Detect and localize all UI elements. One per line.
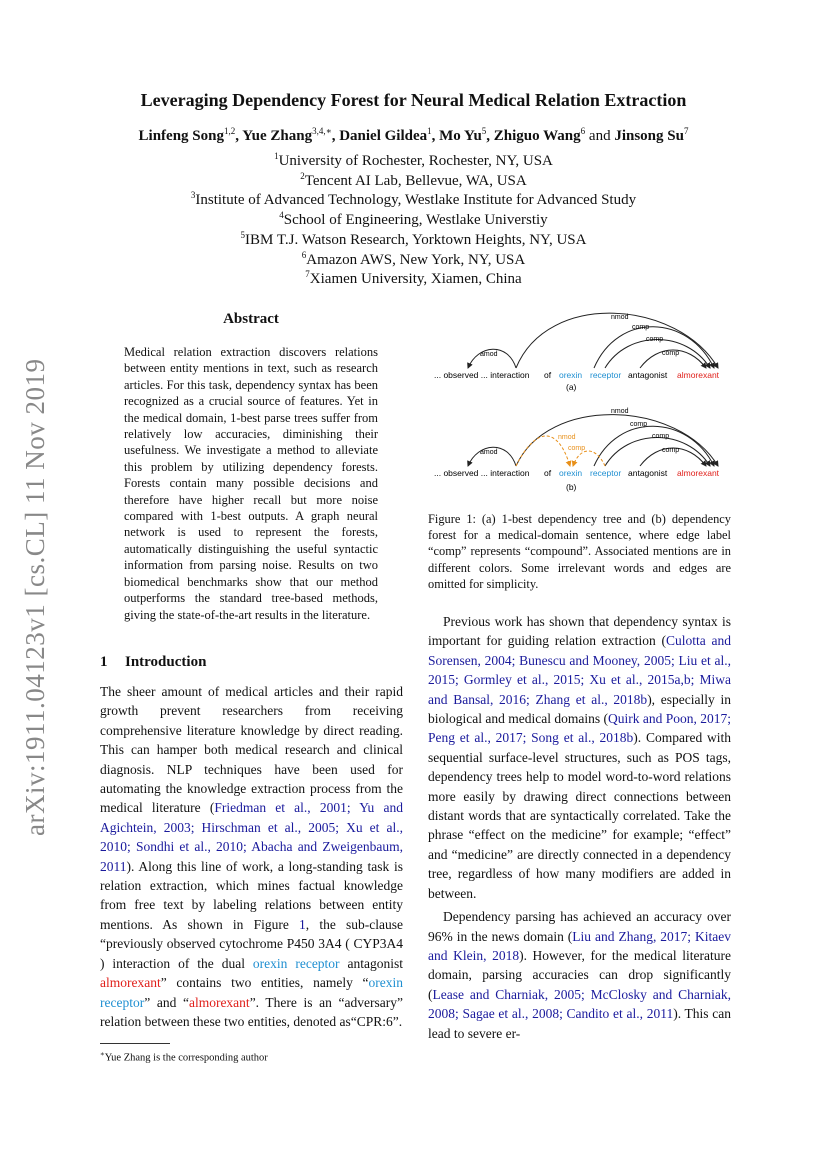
paragraph: Dependency parsing has achieved an accuracy over 96% in the news domain (Liu and Zhang, 2017; Kitaev and Klein, 2018). However, for the medical literature domain, parsing accuracies can drop significantly (Lease and Charniak, 2005; McClosky and Charniak, 2008; Sagae et al., 2008; Candito et al., 2011). This can lead to severe er-	[428, 909, 731, 1041]
section-title: Introduction	[125, 654, 207, 670]
arc-label-nmod: nmod	[611, 408, 629, 415]
intro-left-column	[100, 682, 403, 1031]
author-sup: 5	[481, 126, 487, 136]
section-number: 1	[100, 654, 108, 670]
arc-label-amod: amod	[480, 351, 498, 358]
citation-link[interactable]: Quirk and Poon, 2017; Peng et al., 2017; Song et al., 2018b	[428, 711, 732, 746]
author-sep: ,	[235, 128, 243, 144]
author-sup: 6	[580, 126, 586, 136]
footnote-rule	[100, 1043, 170, 1044]
affiliation: $^6$Amazon AWS, New York, NY, USA	[301, 249, 526, 268]
affiliation: $^3$Institute of Advanced Technology, Westlake Institute for Advanced Study	[190, 190, 637, 209]
citation-link[interactable]: Lease and Charniak, 2005; McClosky and Charniak, 2008; Sagae et al., 2008; Candito et al., 2011	[428, 986, 731, 1022]
arc-label-comp: comp	[662, 447, 680, 454]
paragraph: Previous work has shown that dependency syntax is important for guiding relation extraction (Culotta and Sorensen, 2004; Bunescu and Mooney, 2005; Liu et al., 2015; Gormley et al., 2015; Xu et al., 2015a,b; Miwa and Bansal, 2016; Zhang et al., 2018b), especially in biological and medical domains (Quirk and Poon, 2017; Peng et al., 2017; Song et al., 2018b). Compared with sequential surface-level structures, such as POS tags, dependency trees help to model word-to-word relations more easily by drawing direct connections between distant words that are syntactically correlated. Take the phrase “effect on the medicine” for example; “effect” and “medicine” are directly connected in a dependency tree, regardless of how many modifiers are added in between.	[428, 614, 732, 901]
author-sep: and	[585, 128, 615, 144]
word-orexin: orexin	[559, 370, 583, 380]
citation-link[interactable]: Culotta and Sorensen, 2004; Bunescu and Mooney, 2005; Liu et al., 2015; Gormley et al., 2015; Xu et al., 2015a,b; Miwa and Bansal, 2016; Zhang et al., 2018b	[428, 633, 732, 707]
word-receptor: receptor	[590, 370, 622, 380]
word-almorexant: almorexant	[677, 370, 720, 380]
author-name: Jinsong Su	[614, 128, 684, 144]
arc-comp-forest	[573, 451, 605, 466]
arc-label-comp: comp	[652, 433, 670, 440]
word-of: of	[544, 468, 552, 478]
figure-caption: Figure 1: (a) 1-best dependency tree and (b) dependency forest for a medical-domain sentence, where edge label “comp” represents “compound”. Associated mentions are in different colors. Some irrelevant words and edges are omitted for simplicity.	[428, 512, 731, 591]
author-name: Daniel Gildea	[339, 128, 428, 144]
author-sep: ,	[331, 128, 340, 144]
author-name: Yue Zhang	[242, 128, 313, 144]
footnote: ∗Yue Zhang is the corresponding author	[100, 1050, 268, 1064]
section-heading	[100, 654, 206, 671]
word-antagonist: antagonist	[628, 468, 668, 478]
abstract-heading: Abstract	[223, 311, 279, 327]
citation-link[interactable]: Liu and Zhang, 2017; Kitaev and Klein, 2018	[428, 928, 731, 963]
author-name: Mo Yu	[439, 128, 482, 144]
author-sup: 1,2	[223, 126, 236, 136]
affiliation: $^7$Xiamen University, Xiamen, China	[305, 269, 522, 288]
abstract-text: Medical relation extraction discovers relations between entity mentions in text, such as research articles. For this task, dependency syntax has been recognized as a crucial source of features. Yet in the medical domain, 1-best parse trees suffer from relatively low accuracies, diminishing their usefulness. We investigate a method to alleviate this problem by utilizing dependency forests. Forests contain many possible decisions and therefore have higher recall but more noise compared with 1-best outputs. A graph neural network is used to represent the forests, automatically distinguishing the useful syntactic information from parsing noise. Results on two biomedical benchmarks show that our method outperforms the standard tree-based methods, giving the state-of-the-art results in the literature.	[124, 345, 378, 622]
affiliation: $^5$IBM T.J. Watson Research, Yorktown Heights, NY, USA	[240, 229, 587, 248]
word-almorexant: almorexant	[677, 468, 720, 478]
arc-label-nmod-forest: nmod	[558, 434, 576, 441]
citation-link[interactable]: Friedman et al., 2001; Yu and Agichtein, 2003; Hirschman et al., 2005; Xu et al., 2010; Sondhi et al., 2010; Abacha and Zweigenbaum, 2011	[100, 800, 403, 874]
arc-label-comp: comp	[662, 350, 680, 357]
arc-label-comp-forest: comp	[568, 445, 586, 452]
arc-comp-a1	[594, 327, 714, 368]
word-receptor: receptor	[590, 468, 622, 478]
tree-a	[434, 313, 720, 392]
arxiv-identifier: arXiv:1911.04123v1 [cs.CL] 11 Nov 2019	[20, 358, 50, 836]
arc-nmod-a	[516, 313, 718, 368]
author-sup: 7	[683, 126, 689, 136]
forest-b	[434, 408, 720, 492]
arc-label-nmod: nmod	[611, 314, 629, 321]
author-sup: 3,4,∗	[312, 126, 332, 136]
word-observed-interaction: ... observed ... interaction	[434, 370, 530, 380]
entity-mention: orexin receptor	[252, 955, 340, 971]
author-sup: 1	[427, 126, 432, 136]
author-list	[0, 126, 827, 145]
subfigure-label-b: (b)	[566, 482, 577, 492]
affiliation: $^2$Tencent AI Lab, Bellevue, WA, USA	[300, 170, 527, 189]
arc-label-amod: amod	[480, 449, 498, 456]
arc-label-comp: comp	[646, 336, 664, 343]
paragraph: The sheer amount of medical articles and their rapid growth prevent researchers from receiving comprehensive literature knowledge by direct reading. This can hamper both medical research and clinical diagnosis. NLP techniques have been used for automating the knowledge extraction process from the medical literature (Friedman et al., 2001; Yu and Agichtein, 2003; Hirschman et al., 2005; Xu et al., 2010; Sondhi et al., 2010; Abacha and Zweigenbaum, 2011). Along this line of work, a long-standing task is relation extraction, which mines factual knowledge from free text by labeling relations between entity mentions. As shown in Figure 1, the sub-clause “previously observed cytochrome P450 3A4 ( CYP3A4 ) interaction of the dual orexin receptor antagonist almorexant” contains two entities, namely “orexin receptor” and “almorexant”. There is an “adversary” relation between these two entities, denoted as“CPR:6”.	[100, 684, 403, 1029]
paper-title: Leveraging Dependency Forest for Neural Medical Relation Extraction	[140, 90, 687, 110]
figure-dependency-diagram	[418, 300, 738, 500]
affiliation: $^4$School of Engineering, Westlake Universtiy	[279, 210, 548, 229]
figure-ref-link[interactable]: 1	[299, 916, 306, 932]
author-name: Linfeng Song	[138, 128, 224, 144]
subfigure-label-a: (a)	[566, 382, 577, 392]
entity-mention: orexin receptor	[100, 975, 403, 1010]
affiliation: $^1$University of Rochester, Rochester, NY, USA	[274, 151, 553, 169]
entity-mention: almorexant	[188, 994, 250, 1010]
author-name: Zhiguo Wang	[493, 128, 581, 144]
entity-mention: almorexant	[100, 975, 161, 991]
arc-nmod-b	[516, 415, 718, 466]
arc-label-comp: comp	[630, 421, 648, 428]
word-of: of	[544, 370, 552, 380]
author-sep: ,	[486, 128, 494, 144]
word-observed-interaction: ... observed ... interaction	[434, 468, 530, 478]
word-orexin: orexin	[559, 468, 583, 478]
intro-right-column	[428, 612, 731, 1043]
arc-label-comp: comp	[632, 324, 650, 331]
word-antagonist: antagonist	[628, 370, 668, 380]
author-sep: ,	[431, 128, 440, 144]
